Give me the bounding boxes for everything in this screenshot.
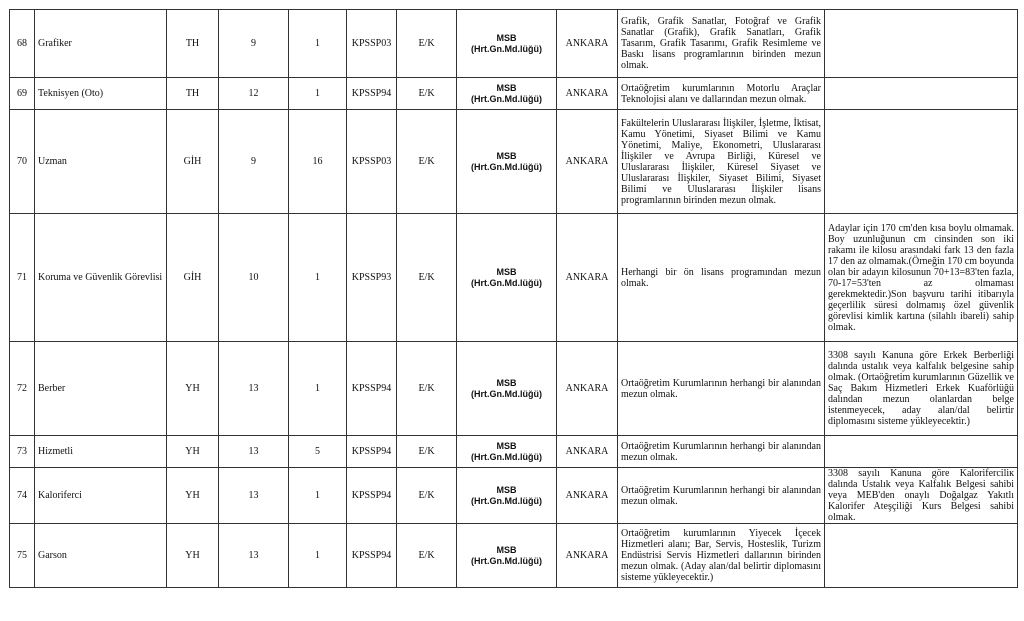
institution-unit: (Hrt.Gn.Md.lüğü) — [471, 93, 542, 104]
grade-level-cell: 13 — [219, 342, 289, 436]
gender-cell: E/K — [397, 214, 457, 342]
education-requirement-cell: Ortaöğretim Kurumlarının herhangi bir alanından mezun olmak. — [618, 436, 825, 468]
additional-notes-cell — [825, 524, 1018, 588]
city-cell: ANKARA — [557, 78, 618, 110]
institution-cell — [457, 524, 557, 588]
position-count-cell: 1 — [289, 524, 347, 588]
institution-name: MSB — [496, 150, 517, 161]
city-cell: ANKARA — [557, 524, 618, 588]
row-number-cell: 74 — [10, 468, 35, 524]
kpss-score-type-cell: KPSSP94 — [347, 436, 397, 468]
city-cell: ANKARA — [557, 342, 618, 436]
kpss-score-type-cell: KPSSP93 — [347, 214, 397, 342]
institution-unit: (Hrt.Gn.Md.lüğü) — [471, 451, 542, 462]
position-count-cell: 1 — [289, 214, 347, 342]
city-cell: ANKARA — [557, 10, 618, 78]
grade-level-cell: 12 — [219, 78, 289, 110]
gender-cell: E/K — [397, 524, 457, 588]
table-row — [10, 214, 1018, 342]
institution-cell — [457, 214, 557, 342]
service-class-cell: YH — [167, 468, 219, 524]
additional-notes-cell: 3308 sayılı Kanuna göre Erkek Berberliği dalında ustalık veya kalfalık belgesine sahip olmak. (Ortaöğretim kurumlarının Güzellik ve Saç Bakım Hizmetleri Erkek Kuaförlüğü dalından mezun olanlardan belge istenmeyecek, aday alan/dal belirtir diplomasını sisteme yükleyecektir.) — [825, 342, 1018, 436]
additional-notes-cell — [825, 10, 1018, 78]
service-class-cell: YH — [167, 342, 219, 436]
table-body — [10, 10, 1018, 588]
institution-unit: (Hrt.Gn.Md.lüğü) — [471, 161, 542, 172]
gender-cell: E/K — [397, 10, 457, 78]
institution-cell — [457, 342, 557, 436]
row-number-cell: 71 — [10, 214, 35, 342]
service-class-cell: TH — [167, 10, 219, 78]
institution-name: MSB — [496, 82, 517, 93]
position-title-cell: Hizmetli — [35, 436, 167, 468]
row-number-cell: 70 — [10, 110, 35, 214]
kpss-score-type-cell: KPSSP94 — [347, 524, 397, 588]
education-requirement-cell: Ortaöğretim Kurumlarının herhangi bir alanından mezun olmak. — [618, 468, 825, 524]
table-row — [10, 468, 1018, 524]
table-row — [10, 78, 1018, 110]
education-requirement-cell: Grafik, Grafik Sanatlar, Fotoğraf ve Grafik Sanatlar (Grafik), Grafik Sanatları, Grafik Tasarım, Grafik Tasarımı, Grafik Resimleme ve Baskı lisans programlarının birinden mezun olmak. — [618, 10, 825, 78]
institution-cell — [457, 110, 557, 214]
institution-unit: (Hrt.Gn.Md.lüğü) — [471, 388, 542, 399]
additional-notes-cell: 3308 sayılı Kanuna göre Kaloriferciliк dalında Ustalık veya Kalfalık Belgesi sahibi veya MEB'den onaylı Doğalgaz Yakıtlı Kalorifer Ateşçiliği Kurs Belgesi sahibi olmak. — [825, 468, 1018, 524]
position-count-cell: 1 — [289, 342, 347, 436]
kpss-score-type-cell: KPSSP94 — [347, 468, 397, 524]
institution-unit: (Hrt.Gn.Md.lüğü) — [471, 495, 542, 506]
position-title-cell: Kaloriferci — [35, 468, 167, 524]
position-count-cell: 1 — [289, 78, 347, 110]
grade-level-cell: 9 — [219, 110, 289, 214]
service-class-cell: YH — [167, 436, 219, 468]
institution-name: MSB — [496, 266, 517, 277]
kpss-score-type-cell: KPSSP94 — [347, 342, 397, 436]
table-row — [10, 342, 1018, 436]
kpss-score-type-cell: KPSSP03 — [347, 10, 397, 78]
kpss-score-type-cell: KPSSP03 — [347, 110, 397, 214]
row-number-cell: 73 — [10, 436, 35, 468]
service-class-cell: YH — [167, 524, 219, 588]
gender-cell: E/K — [397, 110, 457, 214]
position-table-sheet — [9, 9, 1018, 588]
institution-unit: (Hrt.Gn.Md.lüğü) — [471, 555, 542, 566]
position-table — [9, 9, 1018, 588]
table-row — [10, 436, 1018, 468]
table-row — [10, 524, 1018, 588]
grade-level-cell: 13 — [219, 524, 289, 588]
education-requirement-cell: Ortaöğretim Kurumlarının herhangi bir alanından mezun olmak. — [618, 342, 825, 436]
gender-cell: E/K — [397, 342, 457, 436]
institution-cell — [457, 436, 557, 468]
kpss-score-type-cell: KPSSP94 — [347, 78, 397, 110]
institution-name: MSB — [496, 440, 517, 451]
position-title-cell: Grafiker — [35, 10, 167, 78]
additional-notes-cell — [825, 436, 1018, 468]
institution-cell — [457, 78, 557, 110]
institution-unit: (Hrt.Gn.Md.lüğü) — [471, 43, 542, 54]
institution-name: MSB — [496, 32, 517, 43]
position-count-cell: 5 — [289, 436, 347, 468]
city-cell: ANKARA — [557, 214, 618, 342]
row-number-cell: 68 — [10, 10, 35, 78]
city-cell: ANKARA — [557, 468, 618, 524]
position-count-cell: 1 — [289, 10, 347, 78]
service-class-cell: GİH — [167, 214, 219, 342]
grade-level-cell: 13 — [219, 468, 289, 524]
gender-cell: E/K — [397, 78, 457, 110]
table-row — [10, 10, 1018, 78]
city-cell: ANKARA — [557, 110, 618, 214]
institution-unit: (Hrt.Gn.Md.lüğü) — [471, 277, 542, 288]
grade-level-cell: 9 — [219, 10, 289, 78]
additional-notes-cell — [825, 78, 1018, 110]
service-class-cell: GİH — [167, 110, 219, 214]
position-count-cell: 16 — [289, 110, 347, 214]
row-number-cell: 69 — [10, 78, 35, 110]
position-title-cell: Teknisyen (Oto) — [35, 78, 167, 110]
service-class-cell: TH — [167, 78, 219, 110]
institution-cell — [457, 468, 557, 524]
gender-cell: E/K — [397, 468, 457, 524]
table-row — [10, 110, 1018, 214]
education-requirement-cell: Ortaöğretim kurumlarının Yiyecek İçecek Hizmetleri alanı; Bar, Servis, Hosteslik, Turizm Endüstrisi Servis Hizmetleri dallarının birinden mezun olmak. (Aday alan/dal belirtir diplomasını sisteme yükleyecektir.) — [618, 524, 825, 588]
city-cell: ANKARA — [557, 436, 618, 468]
education-requirement-cell: Ortaöğretim kurumlarının Motorlu Araçlar Teknolojisi alanı ve dallarından mezun olmak. — [618, 78, 825, 110]
position-title-cell: Uzman — [35, 110, 167, 214]
position-title-cell: Garson — [35, 524, 167, 588]
grade-level-cell: 10 — [219, 214, 289, 342]
additional-notes-cell: Adaylar için 170 cm'den kısa boylu olmamak. Boy uzunluğunun cm cinsinden son iki rakamı ile kilosu arasındaki fark 13 den fazla 17 den az olmamak.(Örneğin 170 cm boyunda olan bir adayın kilosunun 70+13=83'ten fazla, 70-17=53'ten az olmaması gerekmektedir.)Son başvuru tarihi itibarıyla geçerlilik süresi dolmamış özel güvenlik görevlisi kimlik kartına (silahlı ibareli) sahip olmak. — [825, 214, 1018, 342]
institution-name: MSB — [496, 544, 517, 555]
education-requirement-cell: Fakültelerin Uluslararası İlişkiler, İşletme, İktisat, Kamu Yönetimi, Siyaset Bilimi ve Kamu Yönetimi, Maliye, Ekonometri, Uluslararası İlişkiler ve Avrupa Birliği, Küresel ve Uluslararası İlişkiler, Küresel Siyaset ve Uluslararası İlişkiler, Siyaset Bilimi, Siyaset Bilimi ve Uluslararası İlişkiler lisans programlarının birinden mezun olmak. — [618, 110, 825, 214]
education-requirement-cell: Herhangi bir ön lisans programından mezun olmak. — [618, 214, 825, 342]
grade-level-cell: 13 — [219, 436, 289, 468]
position-count-cell: 1 — [289, 468, 347, 524]
row-number-cell: 75 — [10, 524, 35, 588]
row-number-cell: 72 — [10, 342, 35, 436]
institution-name: MSB — [496, 484, 517, 495]
position-title-cell: Berber — [35, 342, 167, 436]
additional-notes-cell — [825, 110, 1018, 214]
position-title-cell: Koruma ve Güvenlik Görevlisi — [35, 214, 167, 342]
institution-cell — [457, 10, 557, 78]
gender-cell: E/K — [397, 436, 457, 468]
institution-name: MSB — [496, 377, 517, 388]
